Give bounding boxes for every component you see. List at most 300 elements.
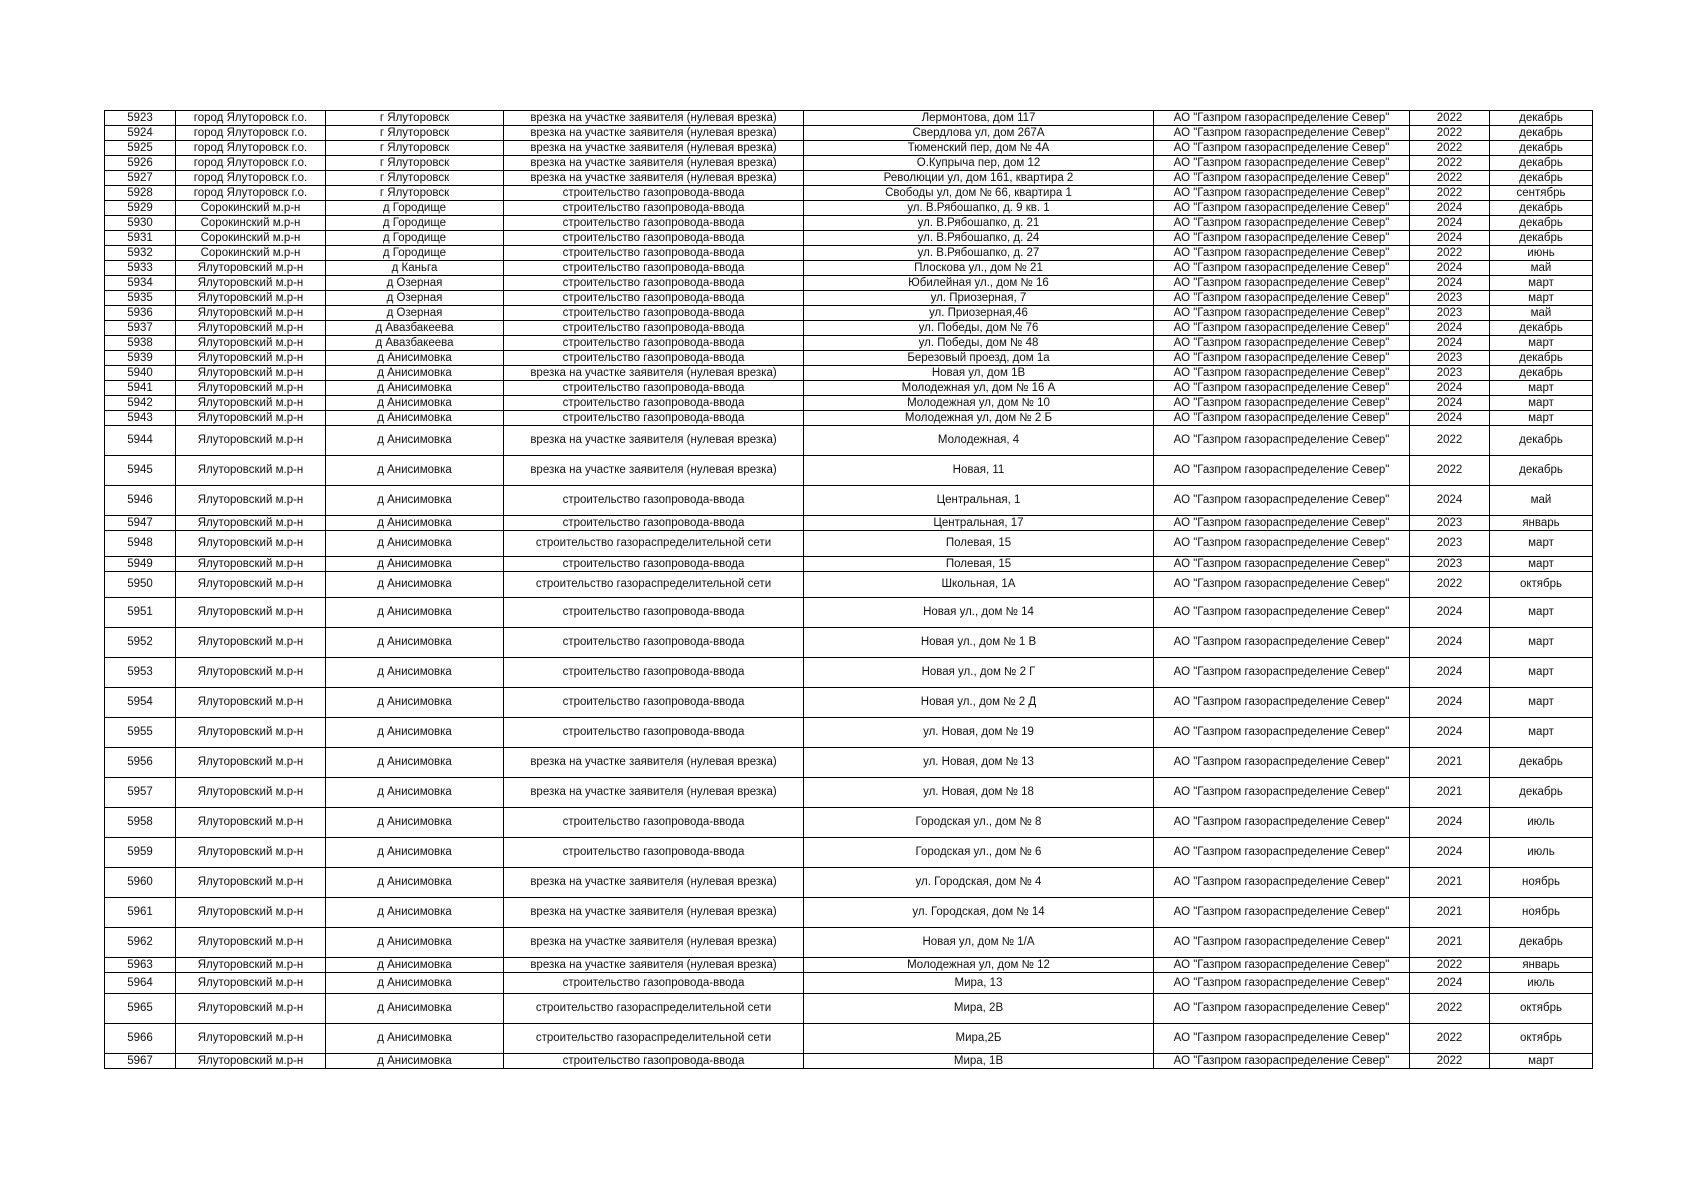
district-cell: Ялуторовский м.р-н [176, 1054, 326, 1069]
address-cell: ул. Новая, дом № 13 [804, 748, 1154, 778]
locality-cell: д Анисимовка [326, 994, 504, 1024]
row-number-cell: 5942 [105, 396, 176, 411]
row-number-cell: 5943 [105, 411, 176, 426]
district-cell: Ялуторовский м.р-н [176, 276, 326, 291]
row-number-cell: 5935 [105, 291, 176, 306]
locality-cell: д Авазбакеева [326, 336, 504, 351]
table-row [105, 718, 1593, 748]
district-cell: город Ялуторовск г.о. [176, 111, 326, 126]
address-cell: Мира,2Б [804, 1024, 1154, 1054]
row-number-cell: 5945 [105, 456, 176, 486]
organization-cell: АО "Газпром газораспределение Север" [1154, 111, 1410, 126]
work-type-cell: строительство газопровода-ввода [504, 658, 804, 688]
district-cell: Ялуторовский м.р-н [176, 381, 326, 396]
work-type-cell: строительство газораспределительной сети [504, 572, 804, 598]
month-cell: март [1490, 557, 1593, 572]
month-cell: январь [1490, 958, 1593, 973]
address-cell: Полевая, 15 [804, 531, 1154, 557]
table-row [105, 868, 1593, 898]
organization-cell: АО "Газпром газораспределение Север" [1154, 276, 1410, 291]
work-type-cell: строительство газопровода-ввода [504, 231, 804, 246]
table-row [105, 994, 1593, 1024]
locality-cell: д Анисимовка [326, 778, 504, 808]
year-cell: 2024 [1410, 598, 1490, 628]
year-cell: 2024 [1410, 396, 1490, 411]
district-cell: Ялуторовский м.р-н [176, 838, 326, 868]
year-cell: 2024 [1410, 216, 1490, 231]
district-cell: Ялуторовский м.р-н [176, 306, 326, 321]
month-cell: март [1490, 336, 1593, 351]
table-row [105, 628, 1593, 658]
locality-cell: д Анисимовка [326, 351, 504, 366]
work-type-cell: врезка на участке заявителя (нулевая врезка) [504, 748, 804, 778]
year-cell: 2024 [1410, 381, 1490, 396]
locality-cell: д Озерная [326, 306, 504, 321]
address-cell: Новая ул., дом № 1 В [804, 628, 1154, 658]
organization-cell: АО "Газпром газораспределение Север" [1154, 838, 1410, 868]
locality-cell: г Ялуторовск [326, 141, 504, 156]
month-cell: март [1490, 381, 1593, 396]
year-cell: 2023 [1410, 306, 1490, 321]
organization-cell: АО "Газпром газораспределение Север" [1154, 898, 1410, 928]
organization-cell: АО "Газпром газораспределение Север" [1154, 261, 1410, 276]
table-row [105, 171, 1593, 186]
row-number-cell: 5944 [105, 426, 176, 456]
work-type-cell: строительство газопровода-ввода [504, 276, 804, 291]
year-cell: 2022 [1410, 156, 1490, 171]
table-row [105, 838, 1593, 868]
district-cell: Ялуторовский м.р-н [176, 486, 326, 516]
district-cell: Ялуторовский м.р-н [176, 688, 326, 718]
work-type-cell: строительство газопровода-ввода [504, 718, 804, 748]
district-cell: Ялуторовский м.р-н [176, 531, 326, 557]
address-cell: Мира, 2В [804, 994, 1154, 1024]
table-row [105, 396, 1593, 411]
row-number-cell: 5941 [105, 381, 176, 396]
organization-cell: АО "Газпром газораспределение Север" [1154, 141, 1410, 156]
work-type-cell: строительство газопровода-ввода [504, 1054, 804, 1069]
row-number-cell: 5956 [105, 748, 176, 778]
row-number-cell: 5924 [105, 126, 176, 141]
locality-cell: д Анисимовка [326, 1054, 504, 1069]
district-cell: Ялуторовский м.р-н [176, 958, 326, 973]
district-cell: Ялуторовский м.р-н [176, 868, 326, 898]
address-cell: Городская ул., дом № 6 [804, 838, 1154, 868]
organization-cell: АО "Газпром газораспределение Север" [1154, 658, 1410, 688]
table-row [105, 156, 1593, 171]
organization-cell: АО "Газпром газораспределение Север" [1154, 171, 1410, 186]
organization-cell: АО "Газпром газораспределение Север" [1154, 246, 1410, 261]
address-cell: Юбилейная ул., дом № 16 [804, 276, 1154, 291]
year-cell: 2022 [1410, 186, 1490, 201]
month-cell: сентябрь [1490, 186, 1593, 201]
month-cell: июнь [1490, 246, 1593, 261]
table-row [105, 598, 1593, 628]
year-cell: 2024 [1410, 201, 1490, 216]
year-cell: 2024 [1410, 336, 1490, 351]
month-cell: декабрь [1490, 231, 1593, 246]
row-number-cell: 5930 [105, 216, 176, 231]
year-cell: 2022 [1410, 126, 1490, 141]
locality-cell: д Анисимовка [326, 838, 504, 868]
work-type-cell: врезка на участке заявителя (нулевая врезка) [504, 426, 804, 456]
table-row [105, 261, 1593, 276]
district-cell: Сорокинский м.р-н [176, 246, 326, 261]
year-cell: 2023 [1410, 557, 1490, 572]
table-row [105, 557, 1593, 572]
district-cell: Ялуторовский м.р-н [176, 557, 326, 572]
organization-cell: АО "Газпром газораспределение Север" [1154, 748, 1410, 778]
month-cell: декабрь [1490, 778, 1593, 808]
row-number-cell: 5938 [105, 336, 176, 351]
organization-cell: АО "Газпром газораспределение Север" [1154, 598, 1410, 628]
address-cell: Революции ул, дом 161, квартира 2 [804, 171, 1154, 186]
locality-cell: д Авазбакеева [326, 321, 504, 336]
organization-cell: АО "Газпром газораспределение Север" [1154, 778, 1410, 808]
address-cell: Молодежная ул, дом № 16 А [804, 381, 1154, 396]
row-number-cell: 5934 [105, 276, 176, 291]
locality-cell: д Анисимовка [326, 381, 504, 396]
month-cell: март [1490, 598, 1593, 628]
month-cell: март [1490, 658, 1593, 688]
row-number-cell: 5948 [105, 531, 176, 557]
locality-cell: д Анисимовка [326, 688, 504, 718]
locality-cell: д Анисимовка [326, 557, 504, 572]
year-cell: 2022 [1410, 246, 1490, 261]
work-type-cell: врезка на участке заявителя (нулевая врезка) [504, 171, 804, 186]
table-row [105, 306, 1593, 321]
locality-cell: г Ялуторовск [326, 126, 504, 141]
address-cell: ул. Победы, дом № 76 [804, 321, 1154, 336]
locality-cell: д Анисимовка [326, 411, 504, 426]
organization-cell: АО "Газпром газораспределение Север" [1154, 156, 1410, 171]
table-row [105, 246, 1593, 261]
year-cell: 2024 [1410, 628, 1490, 658]
address-cell: ул. Городская, дом № 14 [804, 898, 1154, 928]
organization-cell: АО "Газпром газораспределение Север" [1154, 126, 1410, 141]
address-cell: ул. В.Рябошапко, д. 9 кв. 1 [804, 201, 1154, 216]
work-type-cell: строительство газопровода-ввода [504, 557, 804, 572]
year-cell: 2023 [1410, 366, 1490, 381]
row-number-cell: 5947 [105, 516, 176, 531]
year-cell: 2021 [1410, 748, 1490, 778]
work-type-cell: врезка на участке заявителя (нулевая врезка) [504, 958, 804, 973]
work-type-cell: строительство газораспределительной сети [504, 994, 804, 1024]
organization-cell: АО "Газпром газораспределение Север" [1154, 201, 1410, 216]
address-cell: Молодежная, 4 [804, 426, 1154, 456]
locality-cell: д Анисимовка [326, 426, 504, 456]
locality-cell: д Городище [326, 246, 504, 261]
row-number-cell: 5929 [105, 201, 176, 216]
row-number-cell: 5962 [105, 928, 176, 958]
month-cell: декабрь [1490, 216, 1593, 231]
year-cell: 2022 [1410, 1024, 1490, 1054]
table-row [105, 366, 1593, 381]
row-number-cell: 5960 [105, 868, 176, 898]
district-cell: город Ялуторовск г.о. [176, 141, 326, 156]
month-cell: декабрь [1490, 748, 1593, 778]
locality-cell: д Озерная [326, 276, 504, 291]
organization-cell: АО "Газпром газораспределение Север" [1154, 808, 1410, 838]
row-number-cell: 5939 [105, 351, 176, 366]
table-row [105, 126, 1593, 141]
table-row [105, 276, 1593, 291]
year-cell: 2024 [1410, 973, 1490, 994]
district-cell: город Ялуторовск г.о. [176, 126, 326, 141]
address-cell: ул. Победы, дом № 48 [804, 336, 1154, 351]
month-cell: ноябрь [1490, 868, 1593, 898]
address-cell: Новая ул, дом № 1/А [804, 928, 1154, 958]
row-number-cell: 5957 [105, 778, 176, 808]
month-cell: октябрь [1490, 994, 1593, 1024]
locality-cell: г Ялуторовск [326, 156, 504, 171]
organization-cell: АО "Газпром газораспределение Север" [1154, 186, 1410, 201]
year-cell: 2024 [1410, 808, 1490, 838]
month-cell: март [1490, 531, 1593, 557]
district-cell: Ялуторовский м.р-н [176, 928, 326, 958]
address-cell: Лермонтова, дом 117 [804, 111, 1154, 126]
locality-cell: д Анисимовка [326, 1024, 504, 1054]
month-cell: ноябрь [1490, 898, 1593, 928]
work-type-cell: врезка на участке заявителя (нулевая врезка) [504, 868, 804, 898]
year-cell: 2021 [1410, 868, 1490, 898]
organization-cell: АО "Газпром газораспределение Север" [1154, 411, 1410, 426]
table-row [105, 426, 1593, 456]
locality-cell: д Анисимовка [326, 658, 504, 688]
table-row [105, 572, 1593, 598]
month-cell: март [1490, 276, 1593, 291]
table-row [105, 748, 1593, 778]
month-cell: май [1490, 306, 1593, 321]
row-number-cell: 5953 [105, 658, 176, 688]
table-row [105, 1024, 1593, 1054]
work-type-cell: строительство газораспределительной сети [504, 1024, 804, 1054]
year-cell: 2023 [1410, 516, 1490, 531]
month-cell: март [1490, 718, 1593, 748]
district-cell: Сорокинский м.р-н [176, 231, 326, 246]
table-row [105, 141, 1593, 156]
address-cell: ул. Новая, дом № 18 [804, 778, 1154, 808]
address-cell: Городская ул., дом № 8 [804, 808, 1154, 838]
district-cell: Ялуторовский м.р-н [176, 321, 326, 336]
month-cell: июль [1490, 973, 1593, 994]
locality-cell: г Ялуторовск [326, 186, 504, 201]
address-cell: Молодежная ул, дом № 2 Б [804, 411, 1154, 426]
locality-cell: д Городище [326, 216, 504, 231]
district-cell: Ялуторовский м.р-н [176, 516, 326, 531]
row-number-cell: 5954 [105, 688, 176, 718]
locality-cell: д Анисимовка [326, 958, 504, 973]
table-row [105, 958, 1593, 973]
table-row [105, 216, 1593, 231]
organization-cell: АО "Газпром газораспределение Север" [1154, 928, 1410, 958]
work-type-cell: врезка на участке заявителя (нулевая врезка) [504, 156, 804, 171]
year-cell: 2024 [1410, 276, 1490, 291]
row-number-cell: 5928 [105, 186, 176, 201]
organization-cell: АО "Газпром газораспределение Север" [1154, 381, 1410, 396]
row-number-cell: 5937 [105, 321, 176, 336]
organization-cell: АО "Газпром газораспределение Север" [1154, 973, 1410, 994]
locality-cell: д Озерная [326, 291, 504, 306]
organization-cell: АО "Газпром газораспределение Север" [1154, 1024, 1410, 1054]
work-type-cell: строительство газопровода-ввода [504, 973, 804, 994]
month-cell: декабрь [1490, 171, 1593, 186]
locality-cell: д Анисимовка [326, 456, 504, 486]
organization-cell: АО "Газпром газораспределение Север" [1154, 557, 1410, 572]
locality-cell: д Анисимовка [326, 572, 504, 598]
address-cell: Березовый проезд, дом 1а [804, 351, 1154, 366]
locality-cell: д Анисимовка [326, 868, 504, 898]
table-row [105, 201, 1593, 216]
locality-cell: д Анисимовка [326, 531, 504, 557]
address-cell: ул. Приозерная,46 [804, 306, 1154, 321]
year-cell: 2023 [1410, 351, 1490, 366]
address-cell: Новая ул., дом № 2 Д [804, 688, 1154, 718]
address-cell: Полевая, 15 [804, 557, 1154, 572]
work-type-cell: врезка на участке заявителя (нулевая врезка) [504, 456, 804, 486]
locality-cell: д Анисимовка [326, 598, 504, 628]
row-number-cell: 5927 [105, 171, 176, 186]
table-row [105, 351, 1593, 366]
organization-cell: АО "Газпром газораспределение Север" [1154, 628, 1410, 658]
work-type-cell: строительство газопровода-ввода [504, 336, 804, 351]
district-cell: Ялуторовский м.р-н [176, 994, 326, 1024]
locality-cell: д Анисимовка [326, 396, 504, 411]
work-type-cell: строительство газопровода-ввода [504, 246, 804, 261]
district-cell: город Ялуторовск г.о. [176, 156, 326, 171]
address-cell: Тюменский пер, дом № 4А [804, 141, 1154, 156]
locality-cell: д Каньга [326, 261, 504, 276]
month-cell: май [1490, 486, 1593, 516]
row-number-cell: 5936 [105, 306, 176, 321]
locality-cell: д Анисимовка [326, 628, 504, 658]
organization-cell: АО "Газпром газораспределение Север" [1154, 994, 1410, 1024]
month-cell: март [1490, 396, 1593, 411]
month-cell: январь [1490, 516, 1593, 531]
month-cell: октябрь [1490, 572, 1593, 598]
work-type-cell: строительство газопровода-ввода [504, 516, 804, 531]
district-cell: Ялуторовский м.р-н [176, 808, 326, 838]
year-cell: 2024 [1410, 688, 1490, 718]
work-type-cell: врезка на участке заявителя (нулевая врезка) [504, 898, 804, 928]
organization-cell: АО "Газпром газораспределение Север" [1154, 231, 1410, 246]
district-cell: город Ялуторовск г.о. [176, 186, 326, 201]
address-cell: Школьная, 1А [804, 572, 1154, 598]
month-cell: декабрь [1490, 426, 1593, 456]
district-cell: Ялуторовский м.р-н [176, 973, 326, 994]
district-cell: Сорокинский м.р-н [176, 216, 326, 231]
row-number-cell: 5950 [105, 572, 176, 598]
address-cell: Свободы ул, дом № 66, квартира 1 [804, 186, 1154, 201]
address-cell: ул. В.Рябошапко, д. 24 [804, 231, 1154, 246]
locality-cell: д Анисимовка [326, 898, 504, 928]
work-type-cell: строительство газопровода-ввода [504, 216, 804, 231]
table-row [105, 928, 1593, 958]
month-cell: март [1490, 628, 1593, 658]
year-cell: 2024 [1410, 231, 1490, 246]
organization-cell: АО "Газпром газораспределение Север" [1154, 306, 1410, 321]
month-cell: июль [1490, 838, 1593, 868]
district-cell: Ялуторовский м.р-н [176, 572, 326, 598]
table-row [105, 516, 1593, 531]
row-number-cell: 5923 [105, 111, 176, 126]
organization-cell: АО "Газпром газораспределение Север" [1154, 426, 1410, 456]
work-type-cell: строительство газопровода-ввода [504, 351, 804, 366]
district-cell: Сорокинский м.р-н [176, 201, 326, 216]
district-cell: Ялуторовский м.р-н [176, 718, 326, 748]
month-cell: декабрь [1490, 111, 1593, 126]
address-cell: Молодежная ул, дом № 12 [804, 958, 1154, 973]
organization-cell: АО "Газпром газораспределение Север" [1154, 958, 1410, 973]
registry-table [104, 110, 1593, 1069]
row-number-cell: 5967 [105, 1054, 176, 1069]
district-cell: Ялуторовский м.р-н [176, 598, 326, 628]
row-number-cell: 5963 [105, 958, 176, 973]
row-number-cell: 5951 [105, 598, 176, 628]
work-type-cell: врезка на участке заявителя (нулевая врезка) [504, 111, 804, 126]
work-type-cell: строительство газопровода-ввода [504, 321, 804, 336]
address-cell: Центральная, 17 [804, 516, 1154, 531]
row-number-cell: 5961 [105, 898, 176, 928]
month-cell: декабрь [1490, 928, 1593, 958]
work-type-cell: строительство газопровода-ввода [504, 396, 804, 411]
district-cell: Ялуторовский м.р-н [176, 351, 326, 366]
district-cell: Ялуторовский м.р-н [176, 291, 326, 306]
locality-cell: д Анисимовка [326, 748, 504, 778]
year-cell: 2022 [1410, 994, 1490, 1024]
district-cell: Ялуторовский м.р-н [176, 411, 326, 426]
year-cell: 2022 [1410, 456, 1490, 486]
organization-cell: АО "Газпром газораспределение Север" [1154, 351, 1410, 366]
district-cell: Ялуторовский м.р-н [176, 748, 326, 778]
locality-cell: д Анисимовка [326, 973, 504, 994]
work-type-cell: врезка на участке заявителя (нулевая врезка) [504, 366, 804, 381]
table-row [105, 336, 1593, 351]
year-cell: 2021 [1410, 898, 1490, 928]
district-cell: город Ялуторовск г.о. [176, 171, 326, 186]
address-cell: ул. Городская, дом № 4 [804, 868, 1154, 898]
work-type-cell: врезка на участке заявителя (нулевая врезка) [504, 126, 804, 141]
work-type-cell: строительство газораспределительной сети [504, 531, 804, 557]
table-row [105, 973, 1593, 994]
year-cell: 2021 [1410, 928, 1490, 958]
year-cell: 2024 [1410, 838, 1490, 868]
month-cell: декабрь [1490, 126, 1593, 141]
row-number-cell: 5964 [105, 973, 176, 994]
month-cell: декабрь [1490, 456, 1593, 486]
work-type-cell: врезка на участке заявителя (нулевая врезка) [504, 141, 804, 156]
month-cell: декабрь [1490, 321, 1593, 336]
address-cell: Мира, 13 [804, 973, 1154, 994]
year-cell: 2022 [1410, 426, 1490, 456]
table-row [105, 778, 1593, 808]
address-cell: Свердлова ул, дом 267А [804, 126, 1154, 141]
row-number-cell: 5931 [105, 231, 176, 246]
row-number-cell: 5965 [105, 994, 176, 1024]
table-row [105, 658, 1593, 688]
table-row [105, 1054, 1593, 1069]
table-row [105, 291, 1593, 306]
work-type-cell: строительство газопровода-ввода [504, 411, 804, 426]
work-type-cell: строительство газопровода-ввода [504, 628, 804, 658]
year-cell: 2023 [1410, 291, 1490, 306]
organization-cell: АО "Газпром газораспределение Север" [1154, 486, 1410, 516]
month-cell: май [1490, 261, 1593, 276]
work-type-cell: врезка на участке заявителя (нулевая врезка) [504, 778, 804, 808]
row-number-cell: 5958 [105, 808, 176, 838]
row-number-cell: 5949 [105, 557, 176, 572]
work-type-cell: строительство газопровода-ввода [504, 291, 804, 306]
